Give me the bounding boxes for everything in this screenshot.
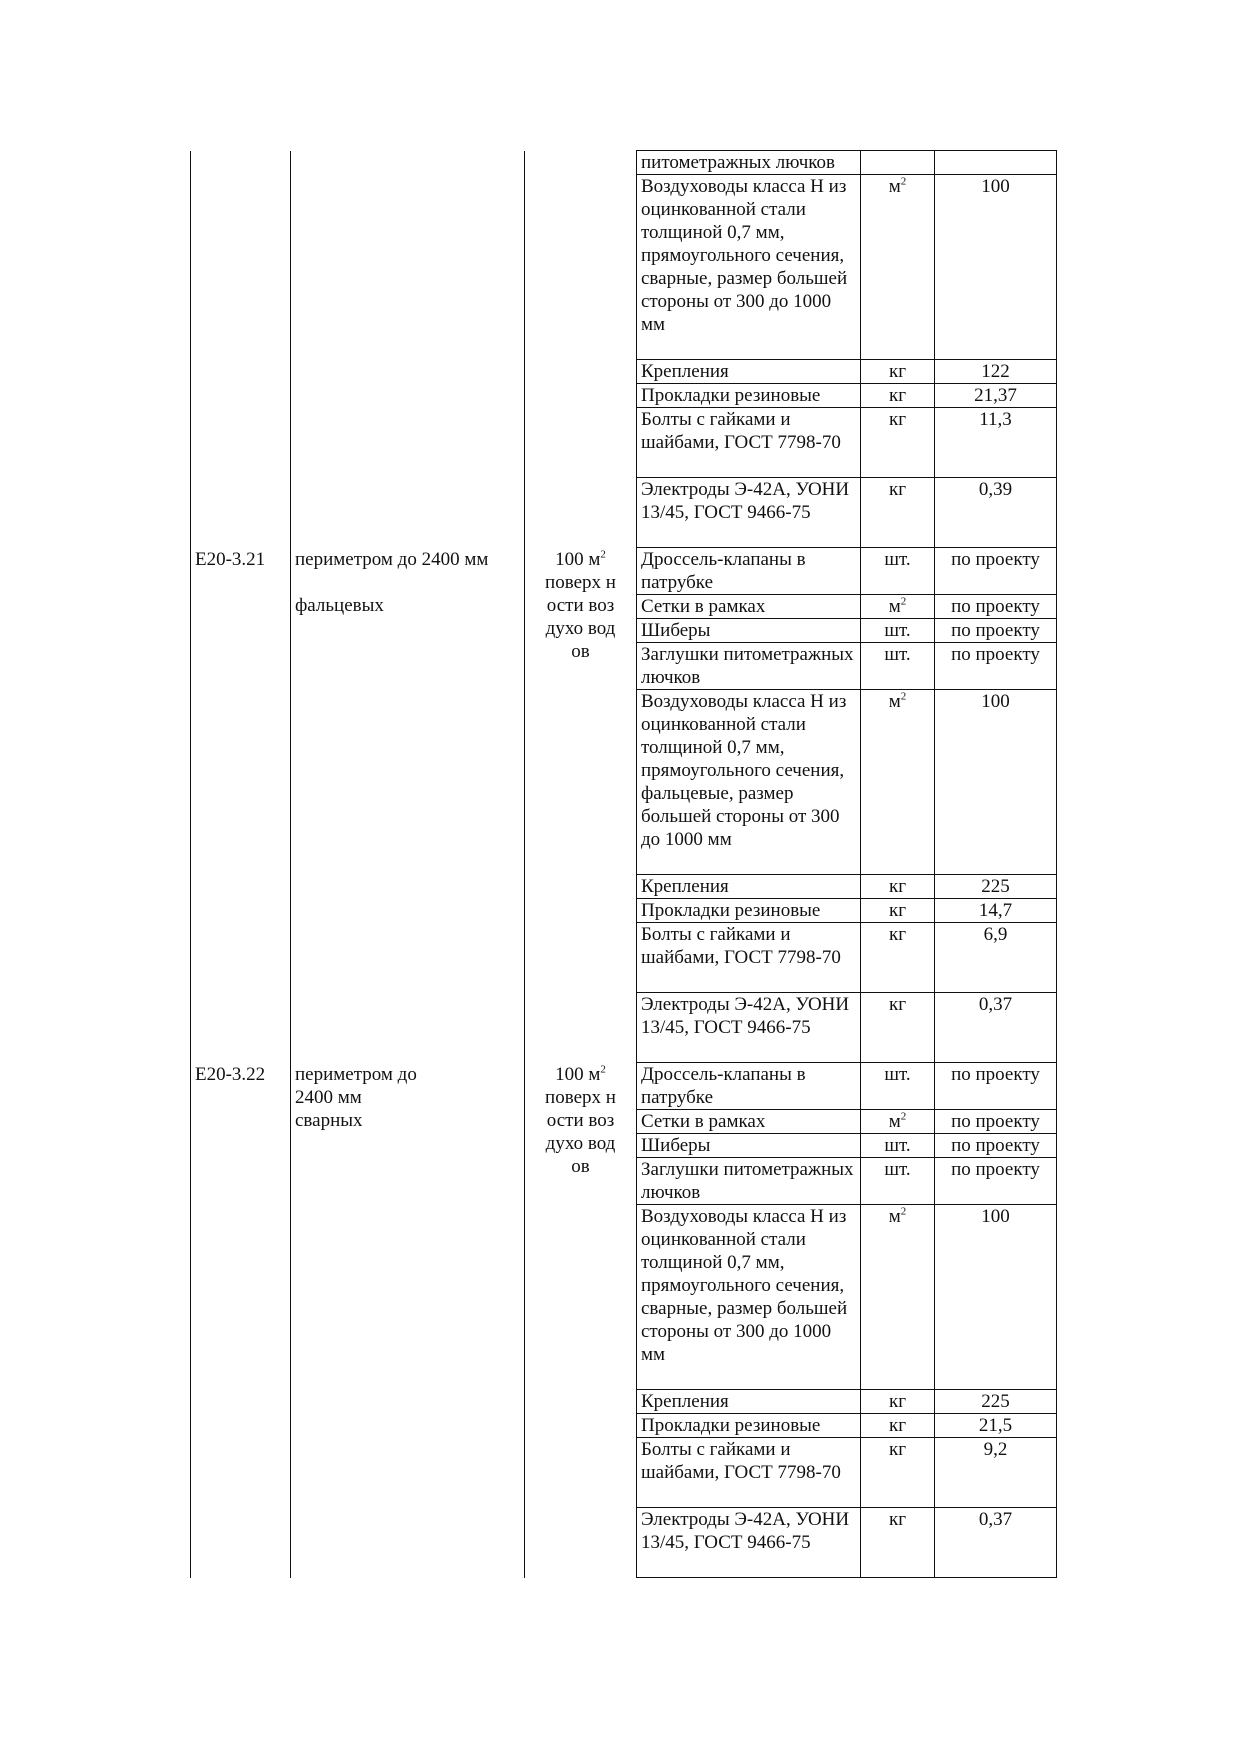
resource-unit: шт. [861, 1063, 935, 1110]
resource-name: Шиберы [637, 619, 861, 643]
table-row [191, 548, 1057, 595]
resource-unit: $м^2$ [861, 1110, 935, 1134]
resource-unit: кг [861, 875, 935, 899]
resource-name: Воздуховоды класса Н из оцинкованной стали толщиной 0,7 мм, прямоугольного сечения, сварные, размер большей стороны от 300 до 1000 мм [637, 1205, 861, 1390]
norm-meter: 100 $м^2$ поверх ности воздухо водов [525, 1063, 637, 1578]
table-row [191, 360, 1057, 384]
resource-name: Дроссель-клапаны в патрубке [637, 1063, 861, 1110]
resource-unit: кг [861, 923, 935, 993]
resource-name: Болты с гайками и шайбами, ГОСТ 7798-70 [637, 1438, 861, 1508]
resource-unit: $м^2$ [861, 690, 935, 875]
resource-unit: шт. [861, 619, 935, 643]
resource-value: по проекту [935, 1158, 1057, 1205]
resource-name: Крепления [637, 360, 861, 384]
resource-value: 11,3 [935, 408, 1057, 478]
resource-name: Болты с гайками и шайбами, ГОСТ 7798-70 [637, 923, 861, 993]
table-row [191, 1063, 1057, 1110]
table-row [191, 384, 1057, 408]
norm-description: периметром до 2400 мм фальцевых [291, 548, 525, 1063]
norm-meter: 100 $м^2$ поверх ности воздухо водов [525, 548, 637, 1063]
resource-unit: кг [861, 478, 935, 548]
table-row [191, 151, 1057, 175]
resource-unit: кг [861, 408, 935, 478]
table-row [191, 408, 1057, 478]
resource-value: по проекту [935, 1110, 1057, 1134]
resource-value: по проекту [935, 1134, 1057, 1158]
resource-value: по проекту [935, 643, 1057, 690]
resource-value: 0,37 [935, 993, 1057, 1063]
resource-name: Прокладки резиновые [637, 899, 861, 923]
resource-name: Электроды Э-42А, УОНИ 13/45, ГОСТ 9466-75 [637, 1508, 861, 1578]
resource-unit: кг [861, 993, 935, 1063]
resource-value: 21,37 [935, 384, 1057, 408]
resource-unit: шт. [861, 1134, 935, 1158]
resource-unit: кг [861, 1390, 935, 1414]
resource-name: Заглушки питометражных лючков [637, 1158, 861, 1205]
resource-unit [861, 151, 935, 175]
norm-code: Е20-3.22 [191, 1063, 291, 1578]
resource-value: 0,37 [935, 1508, 1057, 1578]
resource-name: Крепления [637, 875, 861, 899]
resource-name: Прокладки резиновые [637, 384, 861, 408]
resource-value [935, 151, 1057, 175]
resource-name: Прокладки резиновые [637, 1414, 861, 1438]
resource-name: Дроссель-клапаны в патрубке [637, 548, 861, 595]
resource-unit: кг [861, 1438, 935, 1508]
resource-name: Воздуховоды класса Н из оцинкованной стали толщиной 0,7 мм, прямоугольного сечения, фальцевые, размер большей стороны от 300 до 1000 мм [637, 690, 861, 875]
resource-value: 122 [935, 360, 1057, 384]
resource-value: 14,7 [935, 899, 1057, 923]
resource-value: по проекту [935, 548, 1057, 595]
resource-unit: кг [861, 1414, 935, 1438]
resource-value: 100 [935, 175, 1057, 360]
resource-unit: кг [861, 384, 935, 408]
resource-unit: $м^2$ [861, 1205, 935, 1390]
resource-name: Шиберы [637, 1134, 861, 1158]
resource-unit: шт. [861, 548, 935, 595]
resource-unit: шт. [861, 643, 935, 690]
norm-description: периметром до 2400 мм сварных [291, 1063, 525, 1578]
resource-name: Сетки в рамках [637, 1110, 861, 1134]
resource-value: 9,2 [935, 1438, 1057, 1508]
table-row [191, 478, 1057, 548]
resource-value: 225 [935, 1390, 1057, 1414]
resource-name: Сетки в рамках [637, 595, 861, 619]
resource-value: 21,5 [935, 1414, 1057, 1438]
resource-name: Заглушки питометражных лючков [637, 643, 861, 690]
resource-value: 100 [935, 690, 1057, 875]
resource-value: по проекту [935, 1063, 1057, 1110]
norm-code: Е20-3.21 [191, 548, 291, 1063]
resource-unit: $м^2$ [861, 175, 935, 360]
resource-value: 0,39 [935, 478, 1057, 548]
resource-unit: кг [861, 899, 935, 923]
resource-unit: кг [861, 1508, 935, 1578]
table-row [191, 175, 1057, 360]
resource-value: 100 [935, 1205, 1057, 1390]
resource-name: Электроды Э-42А, УОНИ 13/45, ГОСТ 9466-75 [637, 993, 861, 1063]
resource-name: питометражных лючков [637, 151, 861, 175]
resource-name: Воздуховоды класса Н из оцинкованной стали толщиной 0,7 мм, прямоугольного сечения, сварные, размер большей стороны от 300 до 1000 мм [637, 175, 861, 360]
resource-value: 225 [935, 875, 1057, 899]
resource-name: Электроды Э-42А, УОНИ 13/45, ГОСТ 9466-75 [637, 478, 861, 548]
resource-unit: $м^2$ [861, 595, 935, 619]
norms-table [190, 150, 1057, 1578]
resource-name: Болты с гайками и шайбами, ГОСТ 7798-70 [637, 408, 861, 478]
resource-value: по проекту [935, 619, 1057, 643]
resource-value: по проекту [935, 595, 1057, 619]
resource-name: Крепления [637, 1390, 861, 1414]
resource-unit: кг [861, 360, 935, 384]
resource-unit: шт. [861, 1158, 935, 1205]
resource-value: 6,9 [935, 923, 1057, 993]
